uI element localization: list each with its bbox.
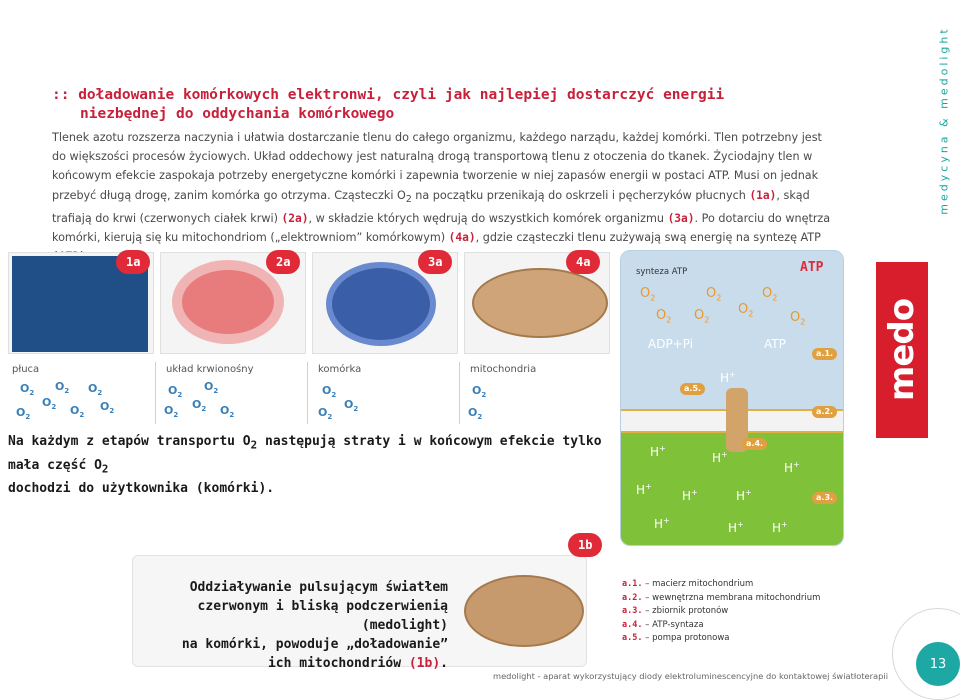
o2-molecule: $O_2$: [656, 308, 672, 325]
proton: H+: [728, 520, 744, 535]
intro-text-1: Tlenek azotu rozszerza naczynia i ułatwia dostarczanie tlenu do całego organizmu, każdego narządu, każdej komórki. Tlen potrzebny jest do większości procesów życiowych. Układ oddechowy jest naturalną drogą transportową tlenu z otoczenia do tkanek. Życiodajny tlen w końcowym efekcie zaspokaja potrzeby energetyczne komórki i zapewnia tworzenie w niej zapasów energii w postaci ATP. Musi on jednak przebyć długą drogę, zanim komórka go otrzyma. Cząsteczki O: [52, 131, 822, 202]
o2-molecule: $O_2$: [640, 286, 656, 303]
ref-1a: (1a): [749, 188, 777, 202]
page-title: [52, 86, 752, 124]
marker-a5: a.5.: [680, 383, 705, 395]
o2-molecule: $O_2$: [100, 400, 115, 416]
medolight-effect-text: Oddziaływanie pulsującym światłem czerwonym i bliską podczerwienią (medolight) na komórki, powoduje „doładowanie” ich mitochondriów (1b).: [181, 580, 448, 671]
label-cell: komórka: [318, 364, 362, 375]
o2-molecule: $O_2$: [472, 384, 487, 400]
o2-molecule: $O_2$: [55, 380, 70, 396]
cell-image: [326, 262, 436, 346]
o2-molecule: $O_2$: [318, 406, 333, 422]
ref-3a: (3a): [667, 212, 695, 226]
label-mitochondria: mitochondria: [470, 364, 537, 375]
footer-text: medolight - aparat wykorzystujący diody elektroluminescencyjne do kontaktowej światłoterapii: [493, 671, 889, 681]
legend-item: a.5. – pompa protonowa: [622, 633, 730, 643]
o2-molecule: $O_2$: [168, 384, 183, 400]
divider: [459, 362, 460, 424]
intro-text-5: . Po dotarciu do wnętrza komórki, kierują się ku mitochondriom („elektrowniom” komórkowym): [52, 212, 831, 245]
o2-molecule: $O_2$: [738, 302, 754, 319]
o2-molecule: $O_2$: [16, 406, 31, 422]
medo-logo-block: medo: [876, 262, 928, 438]
marker-a4: a.4.: [742, 438, 767, 450]
o2-molecule: $O_2$: [694, 308, 710, 325]
o2-molecule: $O_2$: [192, 398, 207, 414]
ref-4a: (4a): [448, 231, 476, 245]
o2-molecule: $O_2$: [164, 404, 179, 420]
page-number: 13: [916, 642, 960, 686]
marker-a2: a.2.: [812, 406, 837, 418]
label-blood: układ krwionośny: [166, 364, 254, 375]
legend-item: a.2. – wewnętrzna membrana mitochondrium: [622, 592, 821, 603]
atp-badge: ATP: [800, 260, 824, 275]
mitochondria-image: [472, 268, 608, 338]
marker-a3: a.3.: [812, 492, 837, 504]
mitochondrion-illustration: [464, 575, 584, 647]
intro-text-2: na początku przenikają do oskrzeli i pęcherzyków płucnych: [411, 188, 750, 202]
o2-molecule: $O_2$: [706, 286, 722, 303]
legend: [622, 578, 842, 646]
marker-a1: a.1.: [812, 348, 837, 360]
intro-sub: 2: [405, 193, 412, 205]
ref-2a: (2a): [281, 212, 309, 226]
brand-vertical-text: medycyna & medolight: [937, 25, 951, 215]
tag-4a: 4a: [566, 250, 600, 274]
tag-1b: 1b: [568, 533, 602, 557]
o2-molecule: $O_2$: [88, 382, 103, 398]
proton: H+: [654, 516, 670, 531]
o2-molecule: $O_2$: [70, 404, 85, 420]
proton: H+: [682, 488, 698, 503]
tag-2a: 2a: [266, 250, 300, 274]
title-line-2: niezbędnej do oddychania komórkowego: [80, 106, 395, 122]
o2-molecule: $O_2$: [204, 380, 219, 396]
tag-3a: 3a: [418, 250, 452, 274]
legend-item: a.4. – ATP-syntaza: [622, 619, 704, 630]
proton: H+: [772, 520, 788, 535]
o2-molecule: $O_2$: [42, 396, 57, 412]
intro-text-4: , w składzie których wędrują do wszystkich komórek organizmu: [308, 212, 668, 226]
blood-vessel-image: [172, 260, 284, 344]
o2-molecule: $O_2$: [20, 382, 35, 398]
o2-molecule: $O_2$: [220, 404, 235, 420]
intro-paragraph: [52, 128, 834, 267]
label-lungs: płuca: [12, 364, 40, 375]
legend-item: a.1. – macierz mitochondrium: [622, 579, 754, 589]
proton: H+: [784, 460, 800, 475]
o2-molecule: $O_2$: [790, 310, 806, 327]
proton: H+: [650, 444, 666, 459]
title-line-1: :: doładowanie komórkowych elektronwi, czyli jak najlepiej dostarczyć energii: [52, 87, 725, 103]
divider: [155, 362, 156, 424]
tag-1a: 1a: [116, 250, 150, 274]
proton: H+: [720, 370, 736, 385]
intro-text-3: , skąd trafiają do krwi (czerwonych ciałek krwi): [52, 188, 810, 226]
adp-label: ADP+Pi: [648, 337, 694, 351]
o2-molecule: $O_2$: [468, 406, 483, 422]
proton: H+: [636, 482, 652, 497]
transport-loss-note: Na każdym z etapów transportu $O_2$ następują straty i w końcowym efekcie tylko mała część $O_2$ dochodzi do użytkownika (komórki).: [8, 434, 602, 497]
o2-molecule: $O_2$: [762, 286, 778, 303]
o2-molecule: $O_2$: [322, 384, 337, 400]
atp-label: ATP: [764, 337, 786, 351]
divider: [307, 362, 308, 424]
proton: H+: [712, 450, 728, 465]
intro-text-6: , gdzie cząsteczki tlenu zużywają swą energię na syntezę ATP: [475, 231, 821, 245]
o2-molecule: $O_2$: [344, 398, 359, 414]
legend-item: a.3. – zbiornik protonów: [622, 606, 729, 616]
atp-synthesis-label: synteza ATP: [636, 267, 688, 277]
proton: H+: [736, 488, 752, 503]
